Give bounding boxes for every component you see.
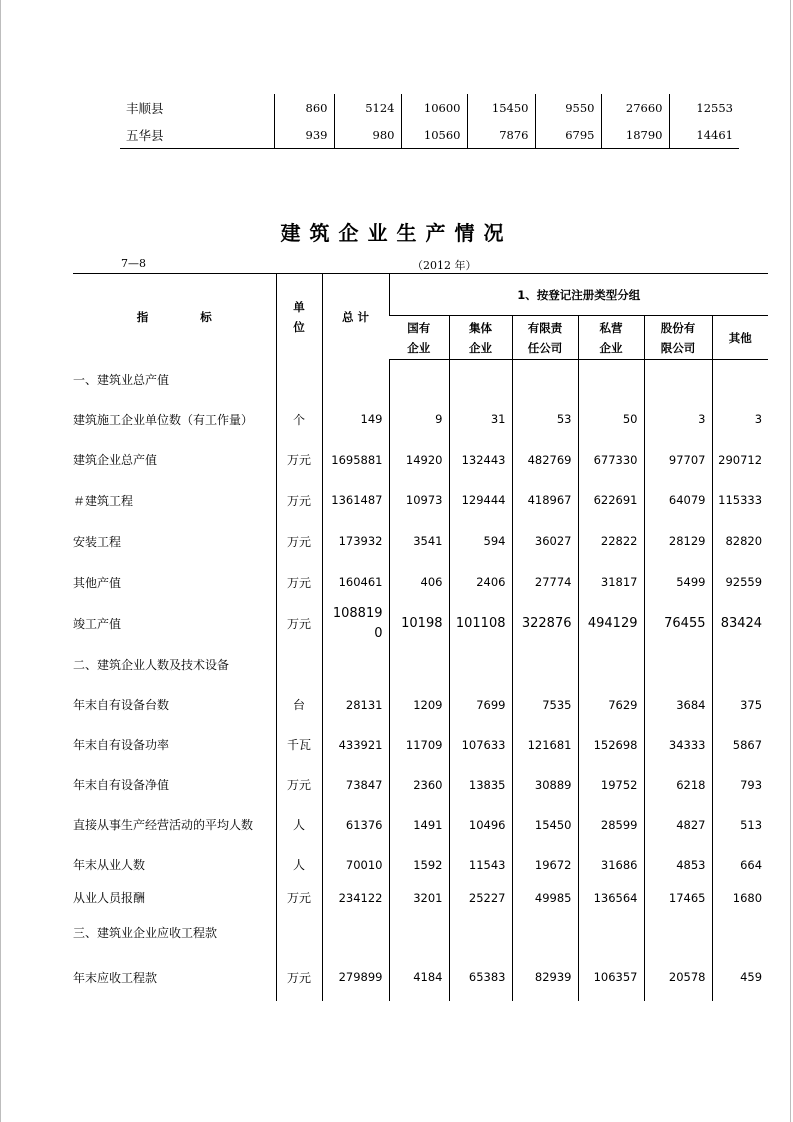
header-type bbox=[449, 316, 512, 360]
total-value: 28131 bbox=[322, 685, 389, 725]
total-value: 1361487 bbox=[322, 480, 389, 521]
cell-value: 9550 bbox=[535, 94, 601, 121]
cell-value: 34333 bbox=[644, 725, 712, 765]
cell-value: 3 bbox=[644, 399, 712, 440]
table-year: （2012 年） bbox=[412, 259, 477, 272]
cell-value: 5867 bbox=[712, 725, 768, 765]
cell-value bbox=[644, 360, 712, 399]
cell-value bbox=[578, 360, 644, 399]
row-unit: 台 bbox=[276, 685, 322, 725]
cell-value: 10496 bbox=[449, 805, 512, 845]
county-name: 五华县 bbox=[126, 127, 164, 143]
header-type-line: 国有 bbox=[407, 320, 431, 335]
cell-value: 10560 bbox=[401, 121, 467, 148]
header-type-line: 任公司 bbox=[527, 340, 563, 355]
row-label: 年末从业人数 bbox=[73, 858, 146, 872]
cell-value: 19672 bbox=[512, 845, 578, 885]
cell-value: 594 bbox=[449, 521, 512, 562]
cell-value: 20578 bbox=[644, 954, 712, 1001]
row-label: 二、建筑企业人数及技术设备 bbox=[73, 658, 230, 672]
total-value-line: 108819 bbox=[332, 605, 383, 621]
cell-value: 31817 bbox=[578, 562, 644, 603]
cell-value: 30889 bbox=[512, 765, 578, 805]
row-label: 从业人员报酬 bbox=[73, 891, 146, 905]
cell-value: 27660 bbox=[601, 94, 669, 121]
header-type bbox=[578, 316, 644, 360]
cell-value bbox=[512, 645, 578, 685]
cell-value: 1680 bbox=[712, 885, 768, 911]
cell-value: 664 bbox=[712, 845, 768, 885]
table-row bbox=[73, 562, 768, 603]
cell-value: 28599 bbox=[578, 805, 644, 845]
cell-value: 375 bbox=[712, 685, 768, 725]
cell-value: 418967 bbox=[512, 480, 578, 521]
header-indicator: 指 标 bbox=[73, 274, 276, 360]
cell-value: 494129 bbox=[578, 603, 644, 645]
cell-value: 28129 bbox=[644, 521, 712, 562]
table-row bbox=[73, 885, 768, 911]
row-label: 三、建筑业企业应收工程款 bbox=[73, 925, 218, 940]
header-type-line: 企业 bbox=[407, 340, 431, 355]
cell-value bbox=[712, 911, 768, 954]
cell-value bbox=[578, 911, 644, 954]
total-value: 73847 bbox=[322, 765, 389, 805]
cell-value: 10973 bbox=[389, 480, 449, 521]
cell-value: 36027 bbox=[512, 521, 578, 562]
total-value: 173932 bbox=[322, 521, 389, 562]
cell-value: 11543 bbox=[449, 845, 512, 885]
cell-value: 3201 bbox=[389, 885, 449, 911]
cell-value: 290712 bbox=[712, 440, 768, 480]
cell-value: 622691 bbox=[578, 480, 644, 521]
cell-value: 2406 bbox=[449, 562, 512, 603]
header-type-line: 私营 bbox=[599, 320, 623, 335]
cell-value: 980 bbox=[334, 121, 401, 148]
table-row bbox=[73, 521, 768, 562]
cell-value: 4827 bbox=[644, 805, 712, 845]
cell-value: 152698 bbox=[578, 725, 644, 765]
cell-value: 83424 bbox=[712, 603, 768, 645]
cell-value: 6795 bbox=[535, 121, 601, 148]
row-unit: 万元 bbox=[276, 480, 322, 521]
row-label: 年末自有设备净值 bbox=[73, 778, 170, 792]
cell-value: 3684 bbox=[644, 685, 712, 725]
cell-value: 14920 bbox=[389, 440, 449, 480]
cell-value: 4184 bbox=[389, 954, 449, 1001]
table-row bbox=[73, 725, 768, 765]
section-row bbox=[73, 360, 768, 399]
row-unit: 人 bbox=[276, 845, 322, 885]
cell-value: 76455 bbox=[644, 603, 712, 645]
total-value: 70010 bbox=[322, 845, 389, 885]
cell-value: 101108 bbox=[449, 603, 512, 645]
total-value bbox=[322, 360, 389, 399]
cell-value bbox=[712, 645, 768, 685]
cell-value: 18790 bbox=[601, 121, 669, 148]
row-unit: 万元 bbox=[276, 765, 322, 805]
cell-value: 6218 bbox=[644, 765, 712, 805]
cell-value bbox=[389, 645, 449, 685]
header-type-line: 企业 bbox=[599, 340, 623, 355]
cell-value: 7699 bbox=[449, 685, 512, 725]
cell-value: 677330 bbox=[578, 440, 644, 480]
cell-value bbox=[449, 645, 512, 685]
row-label: 竣工产值 bbox=[73, 617, 122, 631]
header-group: 1、按登记注册类型分组 bbox=[389, 274, 768, 316]
total-value: 433921 bbox=[322, 725, 389, 765]
construction-production-table bbox=[73, 273, 768, 1001]
cell-value: 11709 bbox=[389, 725, 449, 765]
header-type-line: 股份有 bbox=[660, 320, 696, 335]
cell-value bbox=[389, 911, 449, 954]
cell-value: 7876 bbox=[467, 121, 535, 148]
total-value bbox=[322, 645, 389, 685]
header-type-line: 其他 bbox=[728, 330, 752, 345]
cell-value: 64079 bbox=[644, 480, 712, 521]
cell-value: 106357 bbox=[578, 954, 644, 1001]
cell-value: 2360 bbox=[389, 765, 449, 805]
cell-value: 129444 bbox=[449, 480, 512, 521]
cell-value: 939 bbox=[274, 121, 334, 148]
row-unit: 万元 bbox=[276, 885, 322, 911]
row-label: ＃建筑工程 bbox=[73, 493, 134, 508]
section-row bbox=[73, 645, 768, 685]
cell-value: 15450 bbox=[467, 94, 535, 121]
cell-value: 5499 bbox=[644, 562, 712, 603]
total-value: 61376 bbox=[322, 805, 389, 845]
total-value-line: 0 bbox=[374, 625, 383, 641]
cell-value bbox=[389, 360, 449, 399]
row-label: 建筑施工企业单位数（有工作量） bbox=[73, 412, 254, 427]
cell-value: 115333 bbox=[712, 480, 768, 521]
header-unit: 单 位 bbox=[276, 274, 322, 360]
header-type-line: 企业 bbox=[469, 340, 492, 355]
cell-value: 19752 bbox=[578, 765, 644, 805]
row-label: 安装工程 bbox=[73, 534, 122, 549]
cell-value: 50 bbox=[578, 399, 644, 440]
row-unit: 人 bbox=[276, 805, 322, 845]
row-unit: 万元 bbox=[276, 521, 322, 562]
cell-value: 27774 bbox=[512, 562, 578, 603]
table-row bbox=[73, 440, 768, 480]
header-type-line: 限公司 bbox=[660, 340, 696, 355]
header-type bbox=[644, 316, 712, 360]
cell-value: 15450 bbox=[512, 805, 578, 845]
total-value: 1695881 bbox=[322, 440, 389, 480]
cell-value: 25227 bbox=[449, 885, 512, 911]
cell-value: 3 bbox=[712, 399, 768, 440]
cell-value: 92559 bbox=[712, 562, 768, 603]
cell-value: 10198 bbox=[389, 603, 449, 645]
row-unit: 万元 bbox=[276, 954, 322, 1001]
cell-value: 482769 bbox=[512, 440, 578, 480]
table-row bbox=[73, 954, 768, 1001]
cell-value: 7535 bbox=[512, 685, 578, 725]
cell-value: 459 bbox=[712, 954, 768, 1001]
row-label: 年末自有设备功率 bbox=[73, 738, 170, 752]
page-right-edge bbox=[790, 0, 791, 1122]
row-label: 年末自有设备台数 bbox=[73, 698, 170, 712]
cell-value: 9 bbox=[389, 399, 449, 440]
total-value bbox=[322, 911, 389, 954]
county-name: 丰顺县 bbox=[126, 100, 164, 116]
table-row bbox=[120, 94, 739, 121]
table-row bbox=[73, 765, 768, 805]
row-unit: 万元 bbox=[276, 603, 322, 645]
row-label: 一、建筑业总产值 bbox=[73, 372, 170, 387]
table-row bbox=[73, 805, 768, 845]
cell-value: 793 bbox=[712, 765, 768, 805]
row-unit bbox=[276, 911, 322, 954]
cell-value bbox=[578, 645, 644, 685]
cell-value: 1209 bbox=[389, 685, 449, 725]
header-type bbox=[389, 316, 449, 360]
cell-value: 82820 bbox=[712, 521, 768, 562]
total-value bbox=[322, 603, 389, 645]
total-value: 149 bbox=[322, 399, 389, 440]
cell-value bbox=[512, 911, 578, 954]
row-unit: 个 bbox=[276, 399, 322, 440]
cell-value: 5124 bbox=[334, 94, 401, 121]
header-total: 总 计 bbox=[322, 274, 389, 360]
section-row bbox=[73, 911, 768, 954]
cell-value bbox=[644, 645, 712, 685]
cell-value: 14461 bbox=[669, 121, 739, 148]
cell-value: 10600 bbox=[401, 94, 467, 121]
cell-value: 12553 bbox=[669, 94, 739, 121]
continued-table-bottom-rule bbox=[120, 148, 739, 149]
row-unit: 千瓦 bbox=[276, 725, 322, 765]
row-unit bbox=[276, 360, 322, 399]
row-unit: 万元 bbox=[276, 440, 322, 480]
cell-value: 17465 bbox=[644, 885, 712, 911]
header-type bbox=[712, 316, 768, 360]
row-unit: 万元 bbox=[276, 562, 322, 603]
page-left-edge bbox=[0, 0, 1, 1122]
cell-value: 1491 bbox=[389, 805, 449, 845]
row-label: 其他产值 bbox=[73, 575, 122, 590]
cell-value: 406 bbox=[389, 562, 449, 603]
table-row bbox=[73, 685, 768, 725]
cell-value: 860 bbox=[274, 94, 334, 121]
row-label: 建筑企业总产值 bbox=[73, 453, 158, 467]
cell-value: 136564 bbox=[578, 885, 644, 911]
cell-value: 82939 bbox=[512, 954, 578, 1001]
header-type-line: 有限责 bbox=[527, 320, 563, 335]
cell-value: 121681 bbox=[512, 725, 578, 765]
cell-value: 53 bbox=[512, 399, 578, 440]
table-row bbox=[73, 845, 768, 885]
table-number: 7—8 bbox=[121, 257, 146, 270]
cell-value bbox=[712, 360, 768, 399]
header-type bbox=[512, 316, 578, 360]
cell-value: 107633 bbox=[449, 725, 512, 765]
cell-value: 1592 bbox=[389, 845, 449, 885]
cell-value: 31 bbox=[449, 399, 512, 440]
cell-value: 3541 bbox=[389, 521, 449, 562]
total-value: 279899 bbox=[322, 954, 389, 1001]
cell-value: 13835 bbox=[449, 765, 512, 805]
page-title: 建筑企业生产情况 bbox=[280, 221, 513, 245]
row-unit bbox=[276, 645, 322, 685]
cell-value: 31686 bbox=[578, 845, 644, 885]
cell-value: 132443 bbox=[449, 440, 512, 480]
cell-value: 97707 bbox=[644, 440, 712, 480]
table-row bbox=[73, 480, 768, 521]
cell-value bbox=[449, 911, 512, 954]
cell-value: 322876 bbox=[512, 603, 578, 645]
table-row bbox=[120, 121, 739, 148]
table-row bbox=[73, 399, 768, 440]
row-label: 直接从事生产经营活动的平均人数 bbox=[73, 818, 254, 832]
total-value: 160461 bbox=[322, 562, 389, 603]
cell-value: 4853 bbox=[644, 845, 712, 885]
cell-value: 49985 bbox=[512, 885, 578, 911]
cell-value: 22822 bbox=[578, 521, 644, 562]
continued-table bbox=[120, 94, 739, 148]
table-row bbox=[73, 603, 768, 645]
cell-value: 65383 bbox=[449, 954, 512, 1001]
cell-value: 7629 bbox=[578, 685, 644, 725]
cell-value bbox=[449, 360, 512, 399]
cell-value bbox=[512, 360, 578, 399]
total-value: 234122 bbox=[322, 885, 389, 911]
cell-value: 513 bbox=[712, 805, 768, 845]
row-label: 年末应收工程款 bbox=[73, 970, 158, 985]
header-type-line: 集体 bbox=[469, 320, 492, 335]
cell-value bbox=[644, 911, 712, 954]
